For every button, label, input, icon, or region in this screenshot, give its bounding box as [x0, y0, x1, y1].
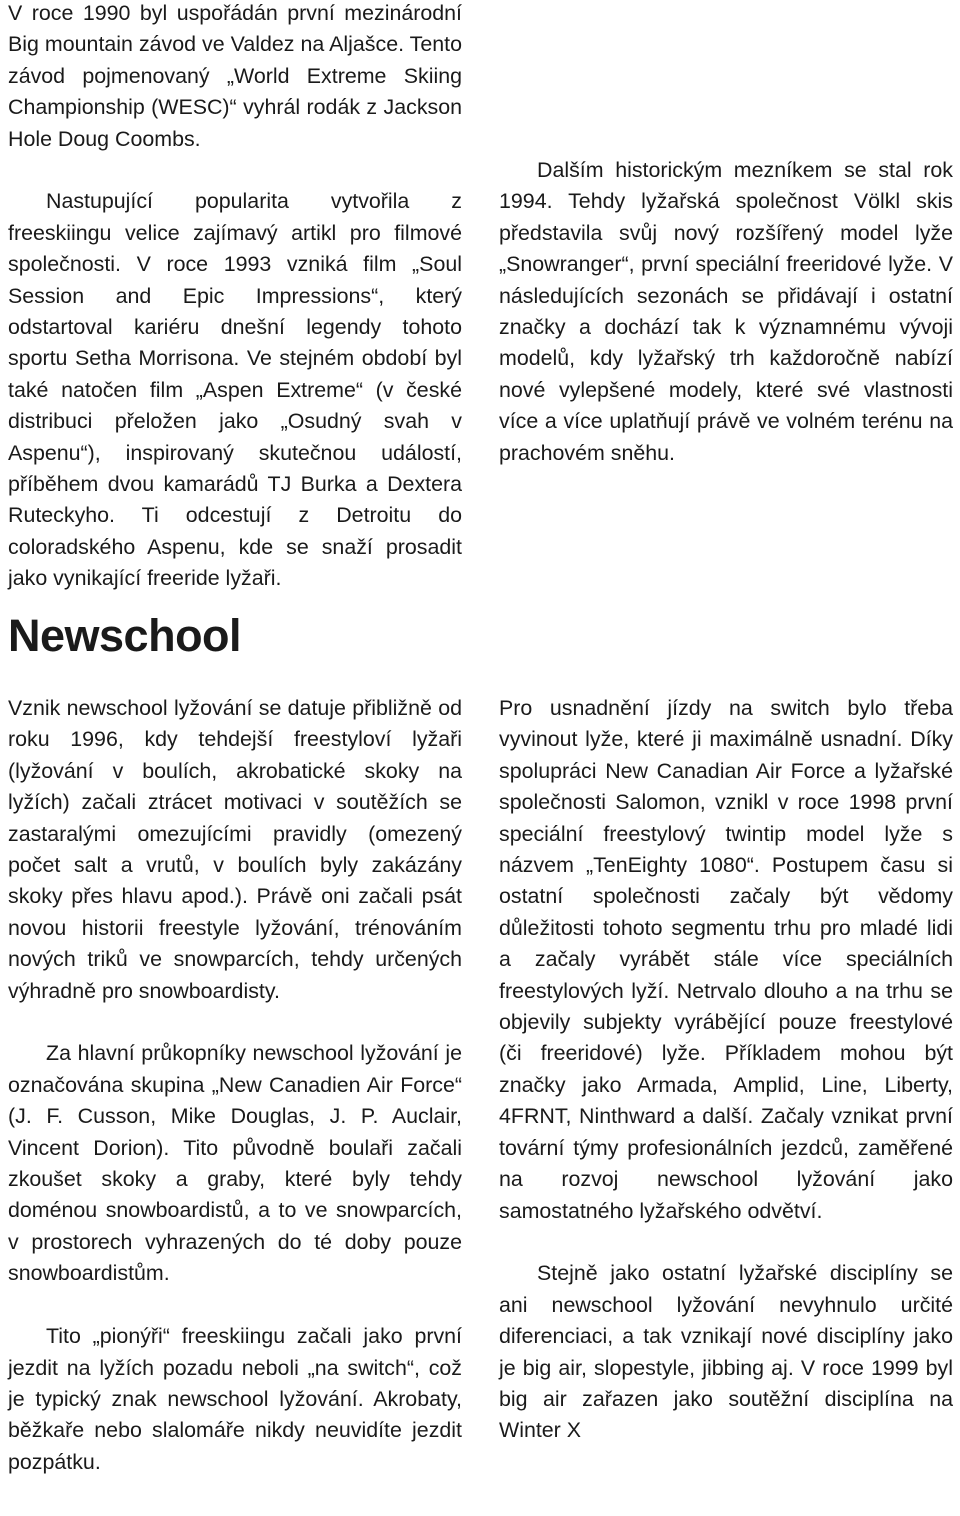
paragraph: Stejně jako ostatní lyžařské disciplíny se ani newschool lyžování nevyhnulo určité diferenciaci, a tak vznikají nové disciplíny jako je big air, slopestyle, jibbing aj. V roce 1999 byl big air zařazen jako soutěžní disciplína na Winter X [499, 1261, 953, 1443]
bottom-right-column [499, 693, 953, 1447]
top-left-column [8, 0, 462, 595]
paragraph: Pro usnadnění jízdy na switch bylo třeba vyvinout lyže, které ji maximálně usnadní. Díky spolupráci New Canadian Air Force a lyžařské společnosti Salomon, vznikl v roce 1998 první speciální freestylový twintip model lyže s názvem „TenEighty 1080“. Postupem času si ostatní společnosti začaly být vědomy důležitosti tohoto segmentu trhu pro mladé lidi a začaly vyrábět stále více speciálních freestylových lyží. Netrvalo dlouho a na trhu se objevily subjekty vyrábějící pouze freestylové (či freeridové) lyže. Příkladem mohou být značky jako Armada, Amplid, Line, Liberty, 4FRNT, Ninthward a další. Začaly vznikat první tovární týmy profesionálních jezdců, zaměřené na rozvoj newschool lyžování jako samostatného lyžařského odvětví. [499, 696, 953, 1223]
bottom-left-column [8, 693, 462, 1478]
paragraph: Za hlavní průkopníky newschool lyžování je označována skupina „New Canadien Air Force“ (J. F. Cusson, Mike Douglas, J. P. Auclair, Vincent Dorion). Tito původně boulaři začali zkoušet skoky a graby, které byly tehdy doménou snowboardistů, a to ve snowparcích, v prostorech vyhrazených do té doby pouze snowboardistům. [8, 1041, 462, 1286]
paragraph: V roce 1990 byl uspořádán první mezinárodní Big mountain závod ve Valdez na Aljašce. Tento závod pojmenovaný „World Extreme Skiing Championship (WESC)“ vyhrál rodák z Jackson Hole Doug Coombs. [8, 1, 462, 151]
section-heading: Newschool [8, 610, 242, 661]
paragraph: Tito „pionýři“ freeskiingu začali jako první jezdit na lyžích pozadu neboli „na switch“, což je typický znak newschool lyžování. Akrobaty, běžkaře nebo slalomáře nikdy neuvidíte jezdit pozpátku. [8, 1324, 462, 1474]
top-right-column [499, 0, 953, 469]
paragraph: Nastupující popularita vytvořila z freeskiingu velice zajímavý artikl pro filmové společnosti. V roce 1993 vzniká film „Soul Session and Epic Impressions“, který odstartoval kariéru dnešní legendy tohoto sportu Setha Morrisona. Ve stejném období byl také natočen film „Aspen Extreme“ (v české distribuci přeložen jako „Osudný svah v Aspenu“), inspirovaný skutečnou událostí, příběhem dvou kamarádů TJ Burka a Dextera Ruteckyho. Ti odcestují z Detroitu do coloradského Aspenu, kde se snaží prosadit jako vynikající freeride lyžaři. [8, 189, 462, 591]
paragraph: Vznik newschool lyžování se datuje přibližně od roku 1996, kdy tehdejší freestyloví lyžaři (lyžování v boulích, akrobatické skoky na lyžích) začali ztrácet motivaci v soutěžích se zastaralými omezujícími pravidly (omezený počet salt a vrutů, v boulích byly zakázány skoky přes hlavu apod.). Právě oni začali psát novou historii freestyle lyžování, trénováním nových triků ve snowparcích, tehdy určených výhradně pro snowboardisty. [8, 696, 462, 1003]
paragraph: Dalším historickým mezníkem se stal rok 1994. Tehdy lyžařská společnost Völkl skis představila svůj nový rozšířený model lyže „Snowranger“, první speciální freeridové lyže. V následujících sezonách se přidávají i ostatní značky a dochází tak k významnému vývoji modelů, kdy lyžařský trh každoročně nabízí nové vylepšené modely, které své vlastnosti více a více uplatňují právě ve volném terénu na prachovém sněhu. [499, 158, 953, 465]
